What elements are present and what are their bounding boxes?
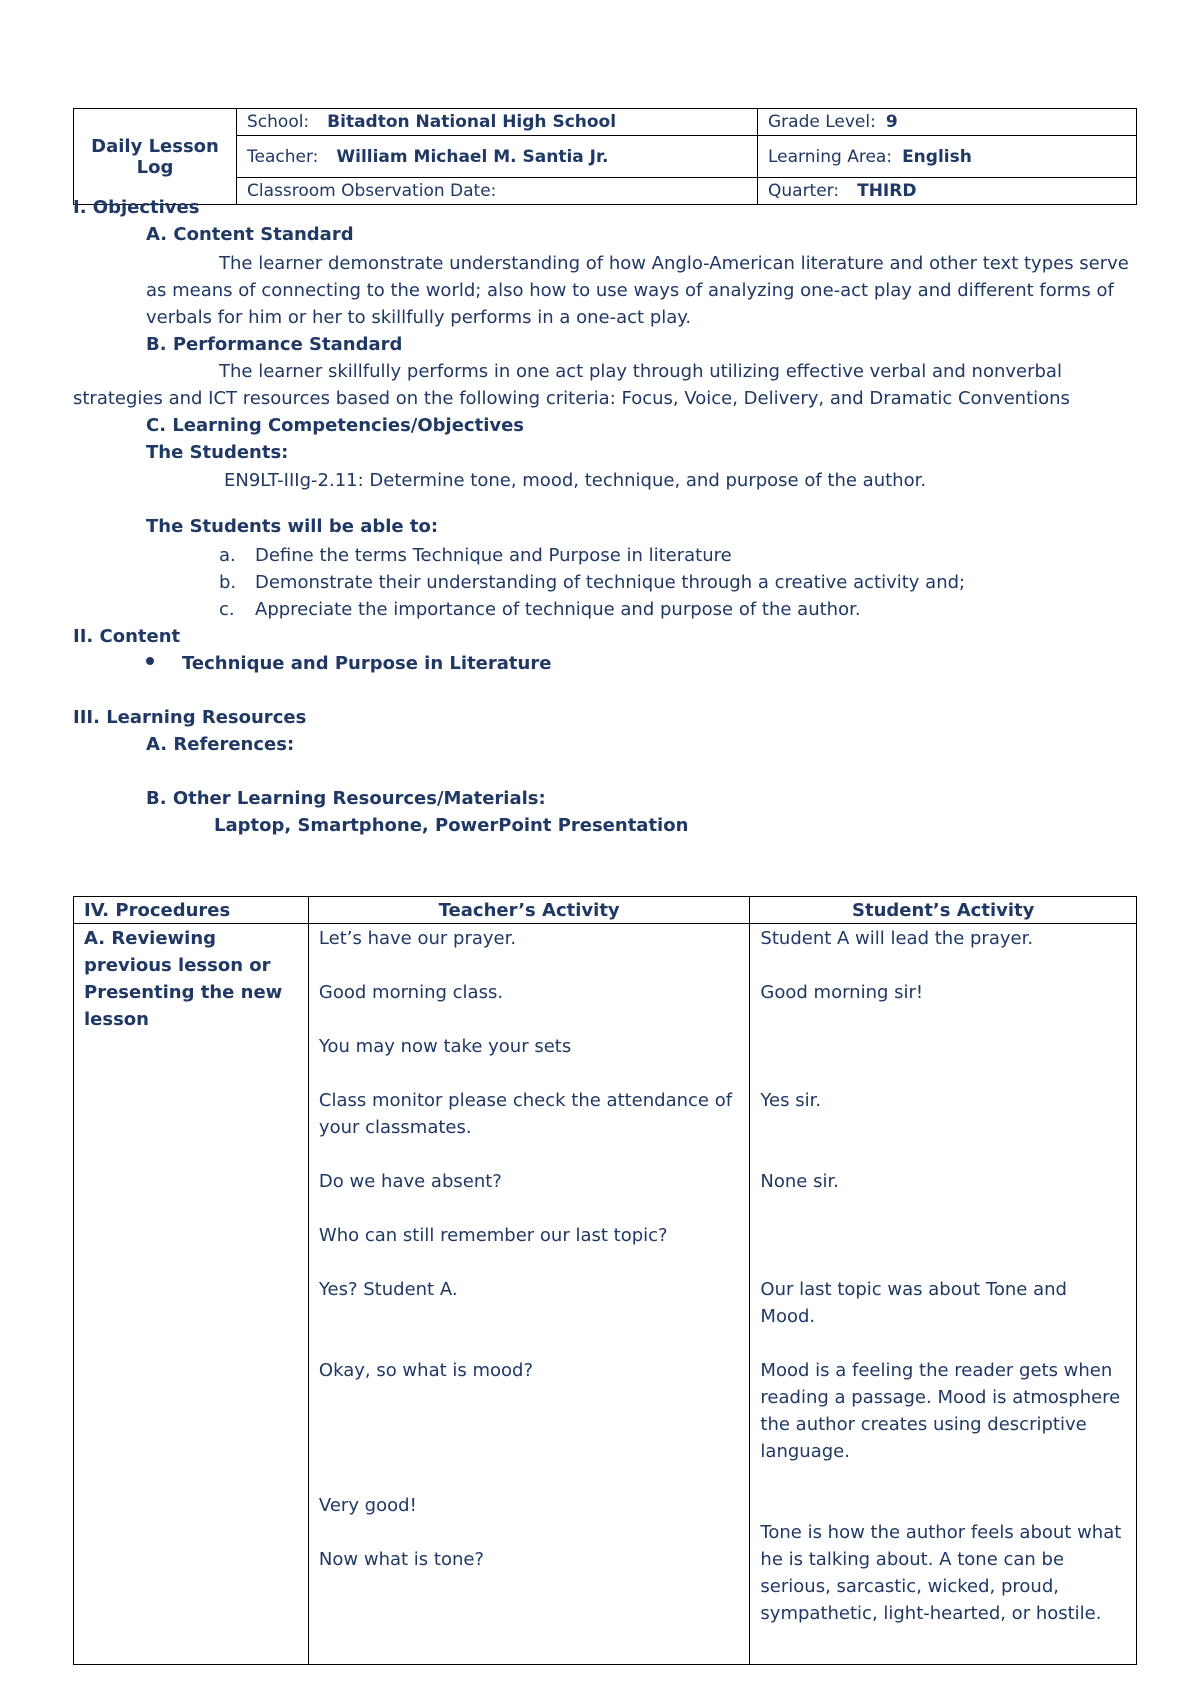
- date-label: Classroom Observation Date:: [247, 181, 497, 201]
- able-heading: The Students will be able to:: [146, 516, 439, 537]
- header-title-cell-top: [74, 109, 237, 136]
- teacher-line: Now what is tone?: [318, 1549, 484, 1570]
- school-label: School:: [247, 112, 310, 132]
- other-resources-items: Laptop, Smartphone, PowerPoint Presentation: [214, 815, 689, 836]
- procedure-step-line: previous lesson or: [84, 955, 271, 976]
- student-line: None sir.: [760, 1171, 839, 1192]
- school-value: Bitadton National High School: [327, 112, 617, 132]
- able-item-text: Demonstrate their understanding of technique through a creative activity and;: [255, 572, 966, 593]
- student-line: he is talking about. A tone can be: [760, 1549, 1065, 1570]
- area-cell: [758, 136, 1137, 178]
- teacher-line: You may now take your sets: [318, 1036, 572, 1057]
- content-standard-line: as means of connecting to the world; also how to use ways of analyzing one-act play and different forms of: [146, 280, 1114, 301]
- able-item-marker: a.: [219, 545, 236, 566]
- student-line: Yes sir.: [760, 1090, 822, 1111]
- area-value: English: [902, 146, 972, 167]
- date-cell: [237, 178, 758, 205]
- teacher-line: Who can still remember our last topic?: [318, 1225, 668, 1246]
- teacher-line: your classmates.: [318, 1117, 472, 1138]
- able-item-text: Define the terms Technique and Purpose in literature: [255, 545, 732, 566]
- student-line: Mood is a feeling the reader gets when: [760, 1360, 1113, 1381]
- quarter-cell: [758, 178, 1137, 205]
- procedure-step-line: lesson: [84, 1009, 149, 1030]
- able-item-marker: b.: [219, 572, 237, 593]
- content-topic: [146, 650, 551, 677]
- bullet-icon: [146, 657, 154, 665]
- content-standard-heading: A. Content Standard: [146, 224, 354, 245]
- student-line: sympathetic, light-hearted, or hostile.: [760, 1603, 1102, 1624]
- student-col-header: Student’s Activity: [750, 897, 1137, 924]
- teacher-line: Okay, so what is mood?: [318, 1360, 534, 1381]
- student-line: Tone is how the author feels about what: [760, 1522, 1122, 1543]
- teacher-label: Teacher:: [247, 146, 319, 167]
- competency-heading: C. Learning Competencies/Objectives: [146, 415, 525, 436]
- procedures-col-header: IV. Procedures: [74, 897, 309, 924]
- performance-standard-line: strategies and ICT resources based on the following criteria: Focus, Voice, Delivery, and Dramatic Conventions: [73, 388, 1070, 409]
- student-line: language.: [760, 1441, 850, 1462]
- teacher-activity-cell: [308, 924, 750, 1665]
- content-heading: II. Content: [73, 626, 181, 647]
- area-label: Learning Area:: [768, 146, 893, 167]
- teacher-line: Class monitor please check the attendance of: [318, 1090, 733, 1111]
- content-topic-text: Technique and Purpose in Literature: [182, 653, 552, 674]
- other-resources-heading: B. Other Learning Resources/Materials:: [146, 788, 546, 809]
- header-table: [73, 108, 1137, 205]
- procedure-step-cell: [74, 924, 309, 1665]
- able-item-text: Appreciate the importance of technique and purpose of the author.: [255, 599, 861, 620]
- objectives-heading: I. Objectives: [73, 197, 200, 218]
- student-activity-cell: [750, 924, 1137, 1665]
- student-line: Our last topic was about Tone and: [760, 1279, 1067, 1300]
- quarter-label: Quarter:: [768, 181, 840, 201]
- quarter-value: THIRD: [857, 181, 917, 201]
- student-line: Mood.: [760, 1306, 816, 1327]
- student-line: Good morning sir!: [760, 982, 924, 1003]
- teacher-value: William Michael M. Santia Jr.: [336, 146, 609, 167]
- content-standard-line: verbals for him or her to skillfully performs in a one-act play.: [146, 307, 692, 328]
- performance-standard-line: The learner skillfully performs in one act play through utilizing effective verbal and nonverbal: [219, 361, 1062, 382]
- teacher-line: Do we have absent?: [318, 1171, 502, 1192]
- teacher-col-header: Teacher’s Activity: [308, 897, 750, 924]
- school-cell: [237, 109, 758, 136]
- student-line: Student A will lead the prayer.: [760, 928, 1034, 949]
- teacher-line: Good morning class.: [318, 982, 504, 1003]
- able-item-marker: c.: [219, 599, 235, 620]
- resources-heading: III. Learning Resources: [73, 707, 307, 728]
- references-heading: A. References:: [146, 734, 295, 755]
- grade-cell: [758, 109, 1137, 136]
- student-line: reading a passage. Mood is atmosphere: [760, 1387, 1121, 1408]
- procedures-table: [73, 896, 1137, 1665]
- teacher-cell: [237, 136, 758, 178]
- grade-label: Grade Level:: [768, 112, 876, 132]
- grade-value: 9: [885, 112, 898, 132]
- procedure-step-line: A. Reviewing: [84, 928, 217, 949]
- procedure-step-line: Presenting the new: [84, 982, 283, 1003]
- teacher-line: Very good!: [318, 1495, 417, 1516]
- teacher-line: Let’s have our prayer.: [318, 928, 517, 949]
- competency-code: EN9LT-IIIg-2.11: Determine tone, mood, technique, and purpose of the author.: [224, 470, 927, 491]
- student-line: the author creates using descriptive: [760, 1414, 1087, 1435]
- content-standard-line: The learner demonstrate understanding of how Anglo-American literature and other text types serve: [219, 253, 1129, 274]
- students-heading: The Students:: [146, 442, 289, 463]
- header-title: Daily Lesson Log: [74, 136, 237, 178]
- teacher-line: Yes? Student A.: [318, 1279, 458, 1300]
- performance-standard-heading: B. Performance Standard: [146, 334, 403, 355]
- student-line: serious, sarcastic, wicked, proud,: [760, 1576, 1059, 1597]
